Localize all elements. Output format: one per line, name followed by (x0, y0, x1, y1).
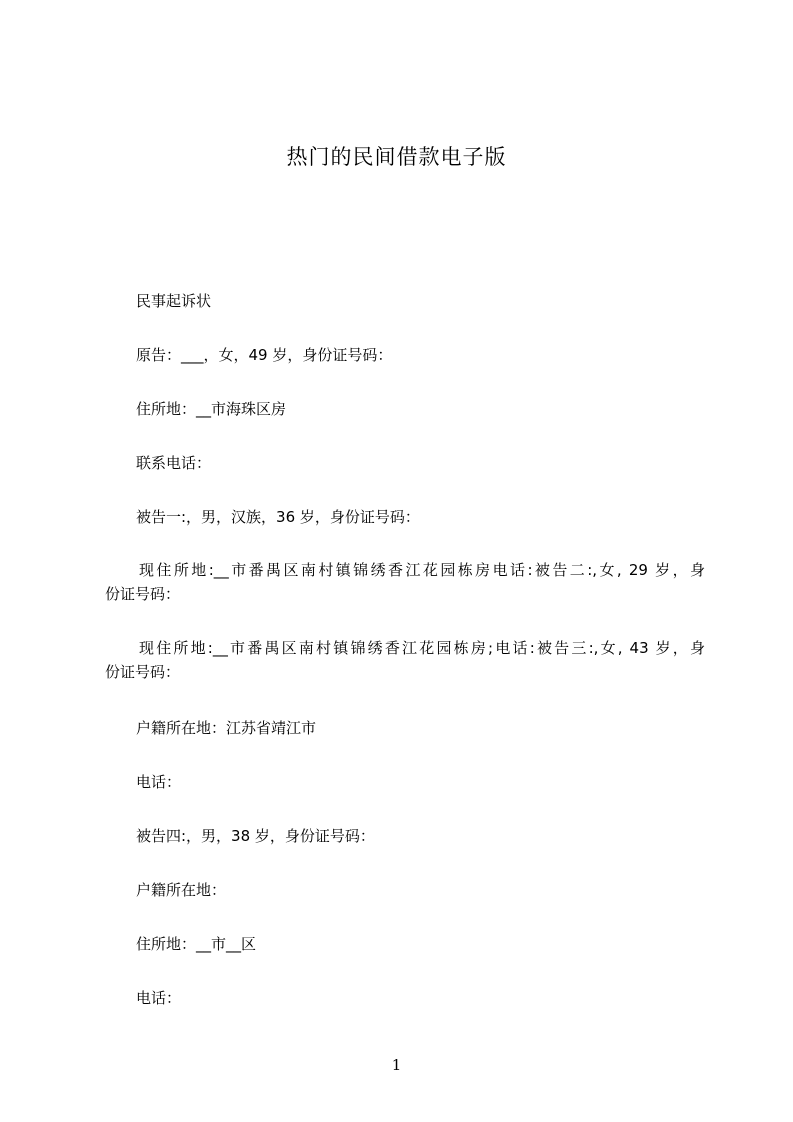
defendant-two-paragraph (105, 558, 705, 606)
defendant-four-phone-line: 电话： (136, 989, 182, 1007)
document-title: 热门的民间借款电子版 (286, 145, 507, 169)
phone-line: 电话： (136, 773, 182, 791)
defendant-two-line-2: 份证号码： (105, 585, 181, 603)
plaintiff-address-line: 住所地：__市海珠区房 (136, 400, 287, 418)
page-number: 1 (391, 1056, 402, 1074)
defendant-three-line-2: 份证号码： (105, 663, 181, 681)
defendant-one-line: 被告一:，男，汉族，36 岁，身份证号码： (136, 508, 420, 526)
contact-phone-line: 联系电话： (136, 454, 212, 472)
complaint-heading: 民事起诉状 (136, 292, 212, 310)
defendant-two-line-1: 现住所地:__市番禺区南村镇锦绣香江花园栋房电话:被告二:,女, 29 岁，身 (139, 561, 705, 579)
registered-residence-line: 户籍所在地：江苏省靖江市 (136, 719, 317, 737)
defendant-four-address-line: 住所地：__市__区 (136, 935, 257, 953)
defendant-four-line: 被告四:，男，38 岁，身份证号码： (136, 827, 375, 845)
defendant-three-line-1: 现住所地:__市番禺区南村镇锦绣香江花园栋房;电话:被告三:,女, 43 岁，身 (139, 639, 705, 657)
defendant-three-paragraph (105, 636, 705, 684)
defendant-four-residence-line: 户籍所在地： (136, 881, 227, 899)
plaintiff-line: 原告：___，女，49 岁，身份证号码： (136, 346, 393, 364)
